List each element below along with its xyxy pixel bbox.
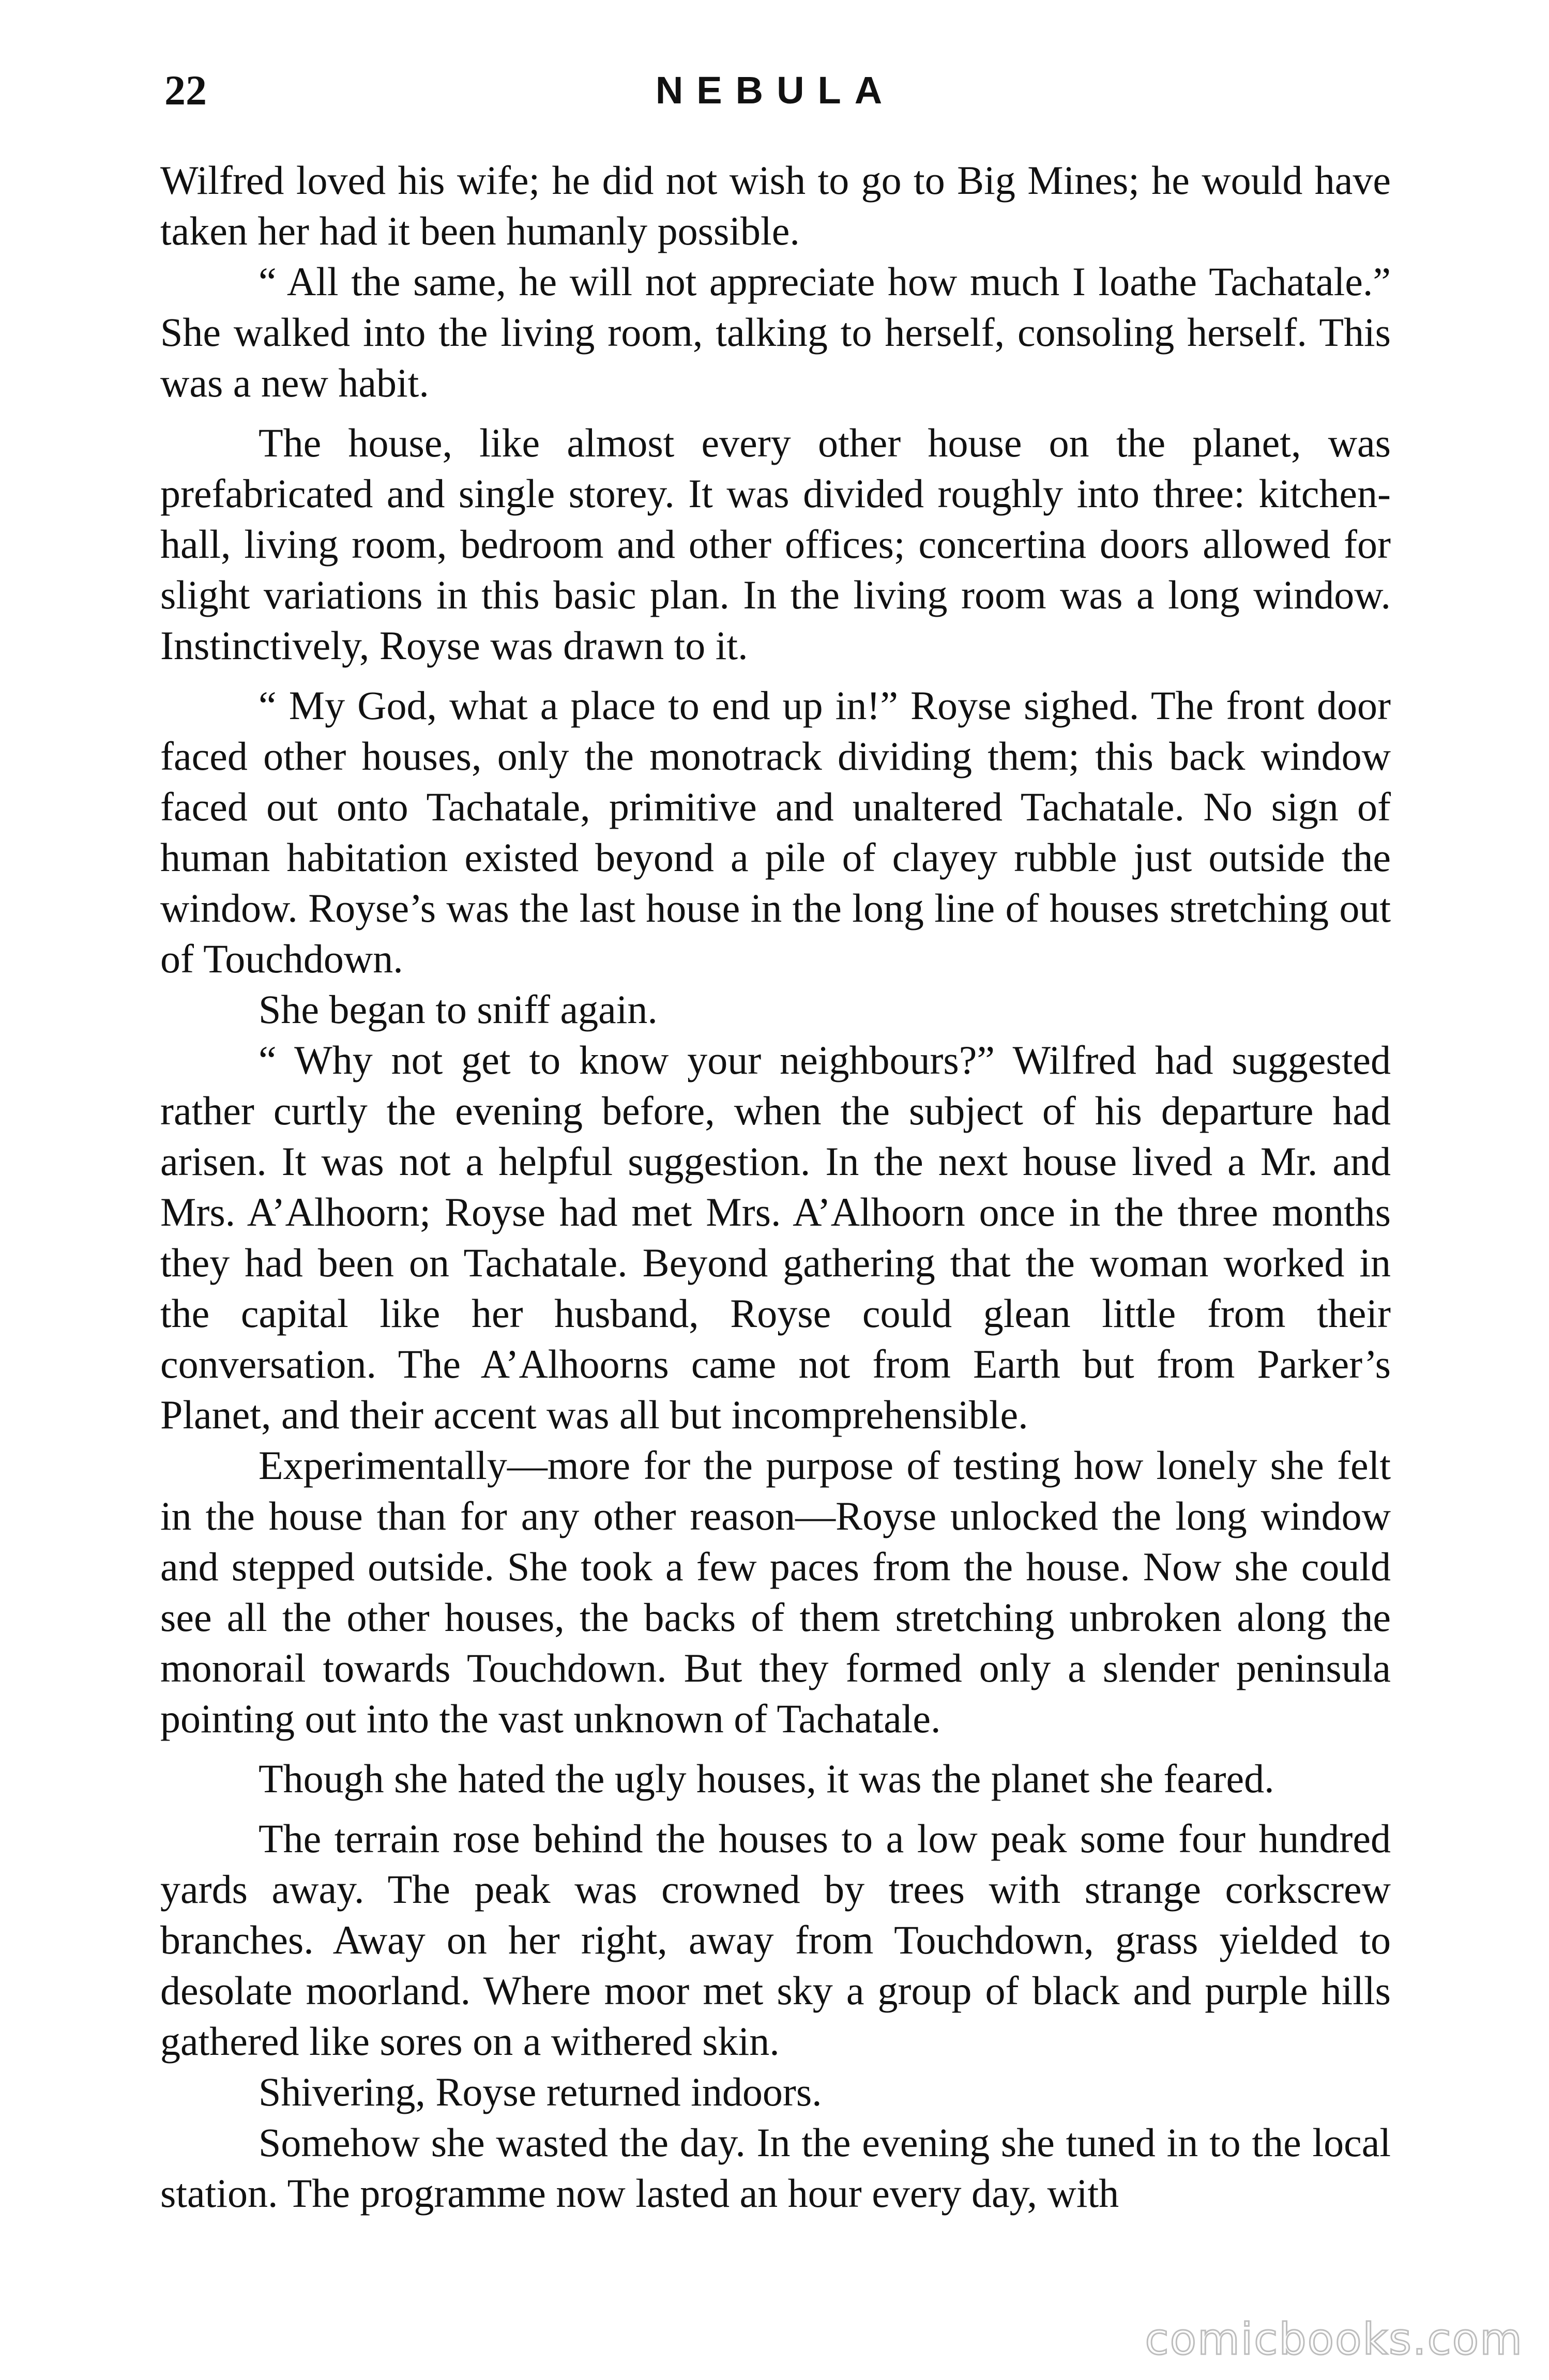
watermark: comicbooks.com (1145, 2314, 1523, 2364)
paragraph: Shivering, Royse returned indoors. (259, 2069, 822, 2114)
paragraph: “ My God, what a place to end up in!” Royse sighed. The front door faced other houses, only the monotrack dividing them; this back window faced out onto Tachatale, primitive and unaltered Tachatale. No sign of human habitation existed beyond a pile of clayey rubble just outside the window. Royse’s was the last house in the long line of houses stretching out of Touchdown. (160, 683, 1391, 981)
paragraph: The terrain rose behind the houses to a low peak some four hundred yards away. The peak was crowned by trees with strange corkscrew branches. Away on her right, away from Touchdown, grass yielded to desolate moorland. Where moor met sky a group of black and purple hills gathered like sores on a withered skin. (160, 1816, 1391, 2064)
page-header (160, 62, 1391, 119)
running-title: NEBULA (655, 69, 896, 112)
paragraph: Though she hated the ugly houses, it was the planet she feared. (259, 1756, 1274, 1801)
paragraph: “ Why not get to know your neighbours?” Wilfred had suggested rather curtly the evening before, when the subject of his departure had arisen. It was not a helpful suggestion. In the next house lived a Mr. and Mrs. A’Alhoorn; Royse had met Mrs. A’Alhoorn once in the three months they had been on Tachatale. Beyond gathering that the woman worked in the capital like her husband, Royse could glean little from their conversation. The A’Alhoorns came not from Earth but from Parker’s Planet, and their accent was all but incomprehensible. (160, 1038, 1391, 1437)
paragraph: Somehow she wasted the day. In the evening she tuned in to the local station. The programme now lasted an hour every day, with (160, 2120, 1391, 2216)
body-text (160, 155, 1391, 2219)
paragraph: The house, like almost every other house on the planet, was prefabricated and single storey. It was divided roughly into three: kitchen-hall, living room, bedroom and other offices; concertina doors allowed for slight variations in this basic plan. In the living room was a long window. Instinctively, Royse was drawn to it. (160, 420, 1391, 668)
page-number: 22 (164, 67, 207, 114)
paragraph: She began to sniff again. (259, 987, 658, 1032)
paragraph: Experimentally—more for the purpose of testing how lonely she felt in the house than for any other reason—Royse unlocked the long window and stepped outside. She took a few paces from the house. Now she could see all the other houses, the backs of them stretching unbroken along the monorail towards Touchdown. But they formed only a slender peninsula pointing out into the vast unknown of Tachatale. (160, 1443, 1391, 1741)
paragraph: Wilfred loved his wife; he did not wish to go to Big Mines; he would have taken her had it been humanly possible. (160, 158, 1391, 253)
paragraph: “ All the same, he will not appreciate how much I loathe Tachatale.” She walked into the living room, talking to herself, consoling herself. This was a new habit. (160, 259, 1391, 405)
